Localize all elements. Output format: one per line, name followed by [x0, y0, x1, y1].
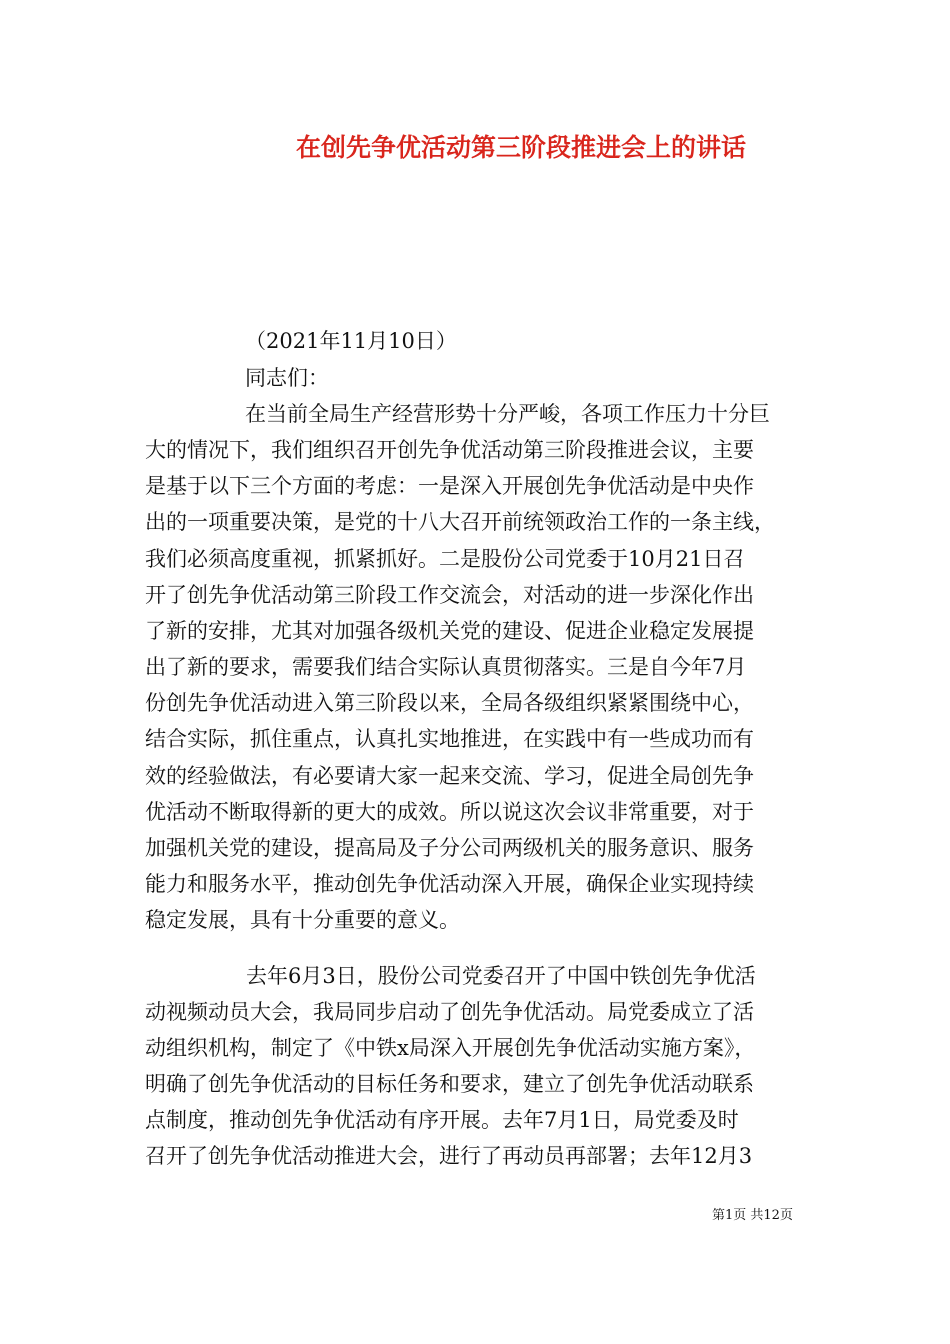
- paragraph-1-line: 份创先争优活动进入第三阶段以来，全局各级组织紧紧围绕中心，: [145, 691, 754, 715]
- paragraph-2-line: 点制度，推动创先争优活动有序开展。去年7月1日，局党委及时: [145, 1108, 739, 1132]
- paragraph-1-line: 在当前全局生产经营形势十分严峻，各项工作压力十分巨: [245, 402, 770, 426]
- paragraph-1-line: 效的经验做法，有必要请大家一起来交流、学习，促进全局创先争: [145, 764, 754, 788]
- paragraph-2-line: 明确了创先争优活动的目标任务和要求，建立了创先争优活动联系: [145, 1072, 754, 1096]
- paragraph-1-line: 我们必须高度重视，抓紧抓好。二是股份公司党委于10月21日召: [145, 547, 745, 571]
- paragraph-2-line: 去年6月3日，股份公司党委召开了中国中铁创先争优活: [246, 964, 756, 988]
- speech-date: （2021年11月10日）: [245, 329, 457, 353]
- paragraph-1-line: 结合实际，抓住重点，认真扎实地推进，在实践中有一些成功而有: [145, 727, 754, 751]
- paragraph-1-line: 了新的安排，尤其对加强各级机关党的建设、促进企业稳定发展提: [145, 619, 754, 643]
- paragraph-2-line: 动视频动员大会，我局同步启动了创先争优活动。局党委成立了活: [145, 1000, 754, 1024]
- paragraph-1-line: 能力和服务水平，推动创先争优活动深入开展，确保企业实现持续: [145, 872, 754, 896]
- paragraph-1-line: 出的一项重要决策，是党的十八大召开前统领政治工作的一条主线，: [145, 510, 775, 534]
- paragraph-1-line: 优活动不断取得新的更大的成效。所以说这次会议非常重要，对于: [145, 800, 754, 824]
- paragraph-1-line: 是基于以下三个方面的考虑：一是深入开展创先争优活动是中央作: [145, 474, 754, 498]
- paragraph-2-line: 动组织机构，制定了《中铁x局深入开展创先争优活动实施方案》，: [145, 1036, 756, 1060]
- paragraph-1-line: 大的情况下，我们组织召开创先争优活动第三阶段推进会议，主要: [145, 438, 754, 462]
- paragraph-2-line: 召开了创先争优活动推进大会，进行了再动员再部署；去年12月3: [145, 1144, 753, 1168]
- salutation: 同志们：: [245, 366, 329, 390]
- paragraph-1-line: 稳定发展，具有十分重要的意义。: [145, 908, 460, 932]
- paragraph-1-line: 出了新的要求，需要我们结合实际认真贯彻落实。三是自今年7月: [145, 655, 747, 679]
- paragraph-1-line: 加强机关党的建设，提高局及子分公司两级机关的服务意识、服务: [145, 836, 754, 860]
- paragraph-1-line: 开了创先争优活动第三阶段工作交流会，对活动的进一步深化作出: [145, 583, 754, 607]
- page-number-footer: 第1页 共12页: [712, 1208, 793, 1223]
- document-title: 在创先争优活动第三阶段推进会上的讲话: [296, 133, 747, 162]
